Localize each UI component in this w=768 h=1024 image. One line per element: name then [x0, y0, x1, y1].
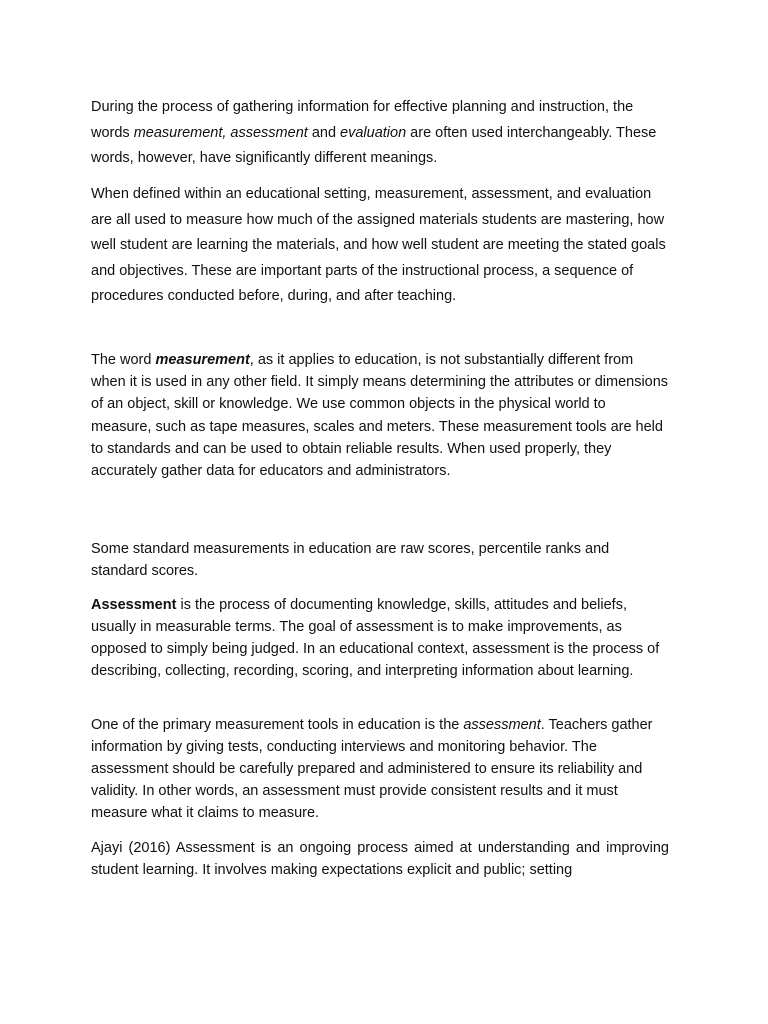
paragraph-text: is the process of documenting knowledge, skills, attitudes and beliefs, usually in measurable terms. The goal of assessment is to make improvements, as opposed to simply being judged. In an educational context, assessment is the process of describing, collecting, recording, scoring, and interpreting information about learning. — [91, 597, 660, 679]
paragraph-assessment-tools — [91, 714, 669, 824]
term-assessment: Assessment — [91, 597, 177, 613]
paragraph-text: , as it applies to education, is not substantially different from when it is used in any other field. It simply means determining the attributes or dimensions of an object, skill or knowledge. We use common objects in the physical world to measure, such as tape measures, scales and meters. These measurement tools are held to standards and can be used to obtain reliable results. When used properly, they accurately gather data for educators and administrators. — [91, 352, 669, 480]
paragraph-assessment-definition — [91, 594, 669, 682]
paragraph-text: and — [307, 124, 341, 141]
emphasis-measurement: measurement — [155, 352, 250, 368]
emphasis-assessment: assessment — [463, 717, 541, 733]
paragraph-ajayi: Ajayi (2016) Assessment is an ongoing process aimed at understanding and improving student learning. It involves making expectations explicit and public; setting — [91, 840, 669, 879]
paragraph-standard-measurements: Some standard measurements in education are raw scores, percentile ranks and standard scores. — [91, 541, 610, 579]
paragraph-intro — [91, 95, 669, 172]
paragraph-measurement — [91, 349, 669, 482]
paragraph-text: One of the primary measurement tools in education is the — [91, 717, 464, 733]
emphasis-terms: measurement, assessment — [133, 124, 308, 141]
paragraph-text: . Teachers gather information by giving tests, conducting interviews and monitoring behavior. The assessment should be carefully prepared and administered to ensure its reliability and validity. In other words, an assessment must provide consistent results and it must measure what it claims to measure. — [91, 717, 653, 821]
paragraph-text: are often used interchangeably. These words, however, have significantly different meanings. — [91, 124, 657, 167]
paragraph-text: The word — [91, 352, 156, 368]
paragraph-text: During the process of gathering information for effective planning and instruction, the words — [91, 99, 634, 141]
emphasis-evaluation: evaluation — [340, 124, 407, 141]
paragraph-educational-setting: When defined within an educational setting, measurement, assessment, and evaluation are all used to measure how much of the assigned materials students are mastering, how well student are learning the materials, and how well student are meeting the stated goals and objectives. These are important parts of the instructional process, a sequence of procedures conducted before, during, and after teaching. — [91, 186, 666, 304]
